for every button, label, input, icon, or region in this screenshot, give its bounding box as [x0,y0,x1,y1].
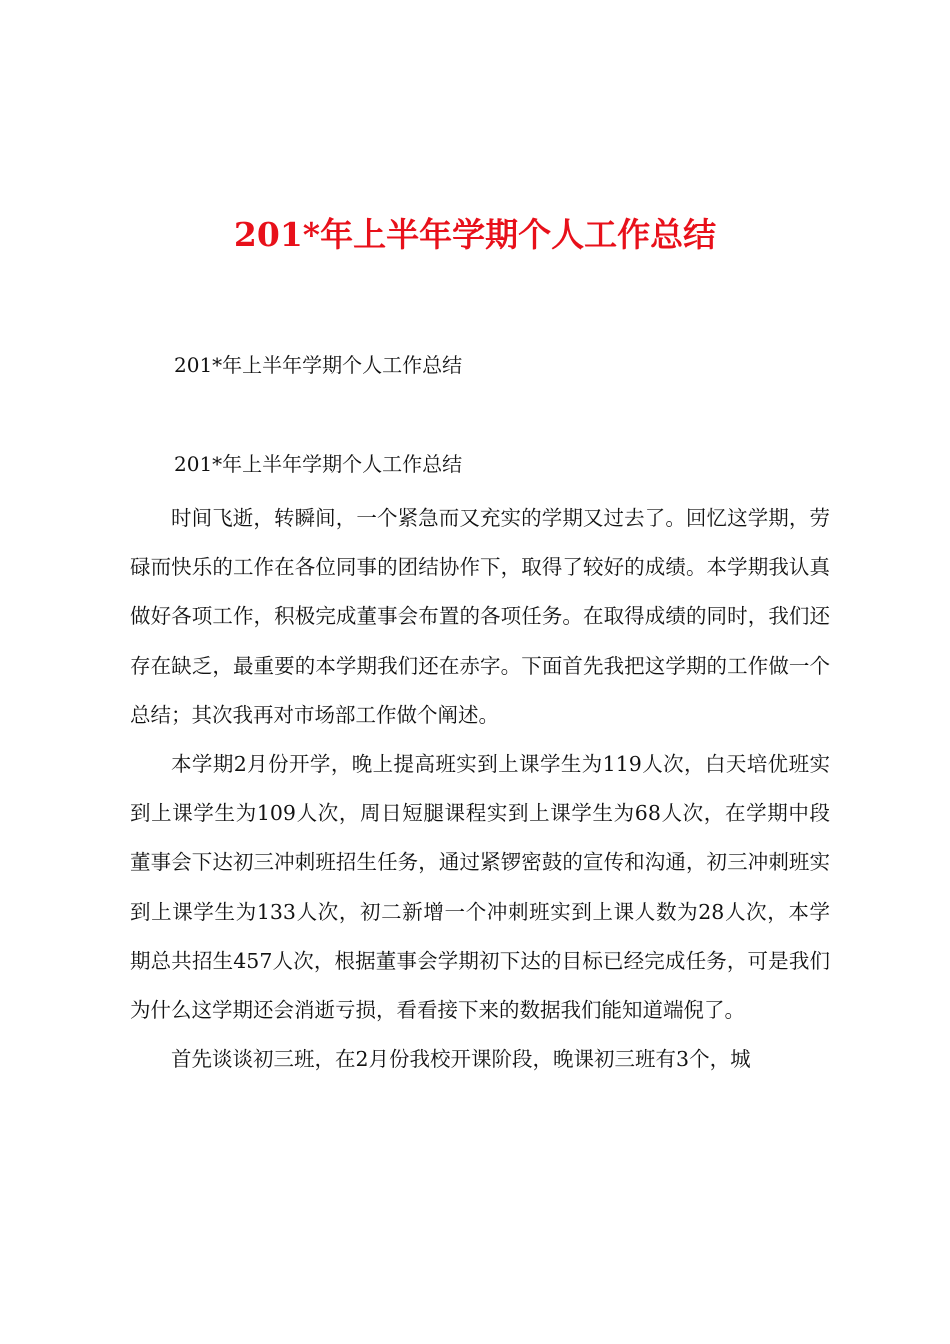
section-heading: 201*年上半年学期个人工作总结 [174,452,463,476]
paragraph: 首先谈谈初三班，在2月份我校开课阶段，晚课初三班有3个，城 [171,1047,751,1072]
paragraph: 时间飞逝，转瞬间，一个紧急而又充实的学期又过去了。回忆这学期，劳碌而快乐的工作在各位同事的团结协作下，取得了较好的成绩。本学期我认真做好各项工作，积极完成董事会布置的各项任务。在取得成绩的同时，我们还存在缺乏，最重要的本学期我们还在赤字。下面首先我把这学期的工作做一个总结；其次我再对市场部工作做个阐述。 [130,506,830,727]
section-heading: 201*年上半年学期个人工作总结 [174,353,463,377]
paragraph: 本学期2月份开学，晚上提高班实到上课学生为119人次，白天培优班实到上课学生为109人次，周日短腿课程实到上课学生为68人次，在学期中段董事会下达初三冲刺班招生任务，通过紧锣密鼓的宣传和沟通，初三冲刺班实到上课学生为133人次，初二新增一个冲刺班实到上课人数为28人次，本学期总共招生457人次，根据董事会学期初下达的目标已经完成任务，可是我们为什么这学期还会消逝亏损，看看接下来的数据我们能知道端倪了。 [130,752,830,1023]
document-title: 201*年上半年学期个人工作总结 [233,215,717,254]
document-body [130,494,830,1084]
